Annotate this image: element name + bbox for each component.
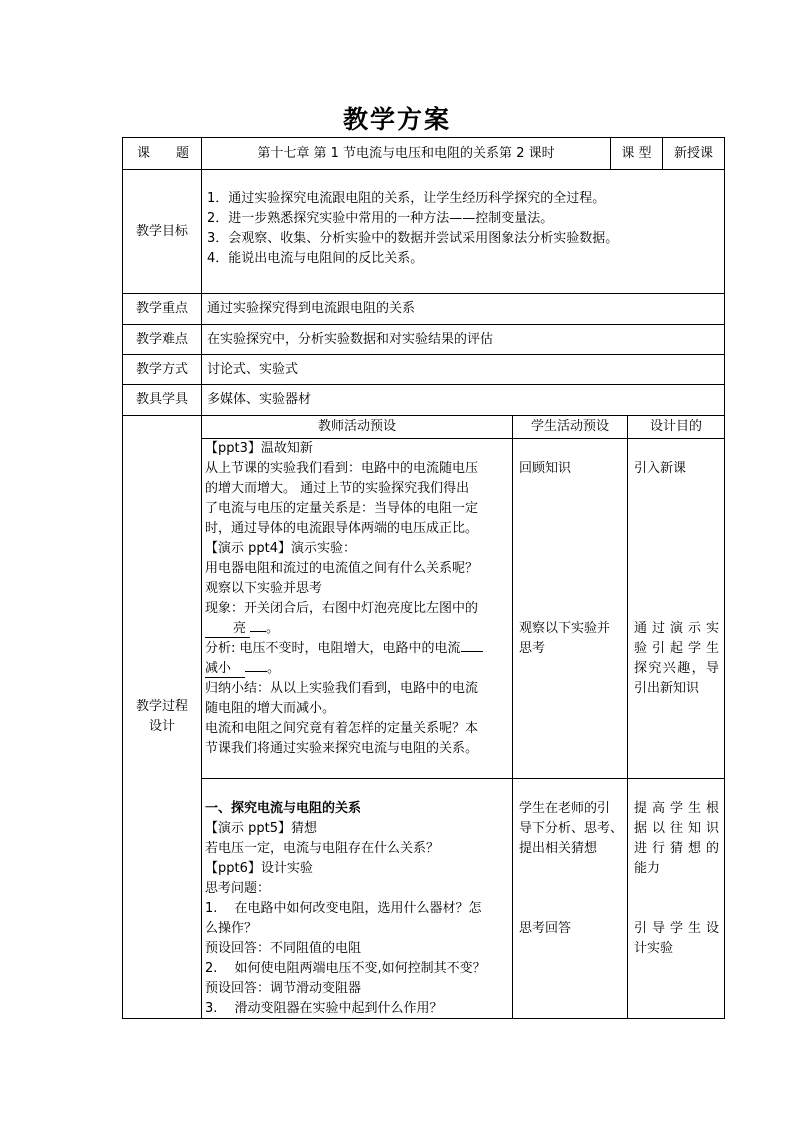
method-value: 讨论式、实验式: [207, 361, 299, 377]
objectives-list: [207, 189, 717, 269]
objective-item: 3．会观察、收集、分析实验中的数据并尝试采用图象法分析实验数据。: [207, 231, 619, 246]
focus-value: 通过实验探究得到电流跟电阻的关系: [207, 301, 416, 316]
design-purpose-header: 设计目的: [649, 419, 702, 434]
objectives-label: 教学目标: [135, 223, 188, 239]
tools-value: 多媒体、实验器材: [207, 392, 312, 407]
type-value: 新授课: [673, 145, 713, 161]
difficulty-value: 在实验探究中，分析实验数据和对实验结果的评估: [207, 331, 494, 347]
method-label: 教学方式: [135, 361, 188, 377]
purpose-demo: 通过演示实 验引起学生 探究兴趣，导 引出新知识: [634, 621, 719, 696]
type-label: 课 型: [621, 145, 652, 161]
student-activity-guess: 学生在老师的引 导下分析、思考、 提出相关猜想: [519, 801, 624, 856]
document-title: 教学方案: [342, 105, 451, 134]
teacher-activity-header: 教师活动预设: [317, 419, 396, 434]
process-label: 教学过程 设计: [135, 699, 188, 734]
topic-value: 第十七章 第 1 节电流与电压和电阻的关系第 2 课时: [257, 145, 555, 161]
teacher-activity-block-1: 【ppt3】温故知新 从上节课的实验我们看到：电路中的电流随电压 的增大而增大。 通过上节的实验探究我们得出 了电流与电压的定量关系是：当导体的电阻一定 时，通过导体的电流跟导体两端的电压成正比。 【演示 ppt4】演示实验： 用电器电阻和流过的电流值之间有什么关系呢？ 观察以下实验并思考 现象：开关闭合后，右图中灯泡亮度比左图中的 亮 。 分析: 电压不变时，电阻增大，电路中的电流 减小 。 归纳小结：从以上实验我们看到，电路中的电流 随电阻的增大而减小。 电流和电阻之间究竟有着怎样的定量关系呢？本 节课我们将通过实验来探究电流与电阻的关系。: [205, 439, 510, 759]
objective-item: 4．能说出电流与电阻间的反比关系。: [207, 251, 424, 266]
lesson-plan-table: [122, 137, 725, 1019]
tools-label: 教具学具: [135, 392, 188, 407]
purpose-design: 引导学生设 计实验: [634, 921, 719, 956]
purpose-introduce: 引入新课: [634, 461, 687, 476]
purpose-guess: 提高学生根 据以往知识 进行猜想的 能力: [634, 801, 719, 876]
section-heading: 一、探究电流与电阻的关系: [205, 801, 362, 816]
focus-label: 教学重点: [135, 301, 188, 316]
objective-item: 2．进一步熟悉探究实验中常用的一种方法——控制变量法。: [207, 211, 554, 226]
phenomenon-answer-blank: 亮: [205, 621, 250, 638]
student-activity-observe: 观察以下实验并 思考: [519, 621, 611, 656]
student-activity-review: 回顾知识: [519, 461, 572, 476]
difficulty-label: 教学难点: [135, 331, 188, 347]
objective-item: 1．通过实验探究电流跟电阻的关系，让学生经历科学探究的全过程。: [207, 191, 606, 206]
analysis-answer-blank: 减小: [205, 661, 245, 678]
topic-label: 课 题: [136, 145, 189, 161]
teacher-activity-block-2: 一、探究电流与电阻的关系 【演示 ppt5】猜想 若电压一定，电流与电阻存在什么关系？ 【ppt6】设计实验 思考问题： 1. 在电路中如何改变电阻，选用什么器材？怎 么操作？ 预设回答：不同阻值的电阻 2. 如何使电阻两端电压不变,如何控制其不变？ 预设回答：调节滑动变阻器 3. 滑动变阻器在实验中起到什么作用？: [205, 799, 510, 1019]
student-activity-header: 学生活动预设: [530, 419, 609, 434]
student-activity-answer: 思考回答: [519, 921, 572, 936]
